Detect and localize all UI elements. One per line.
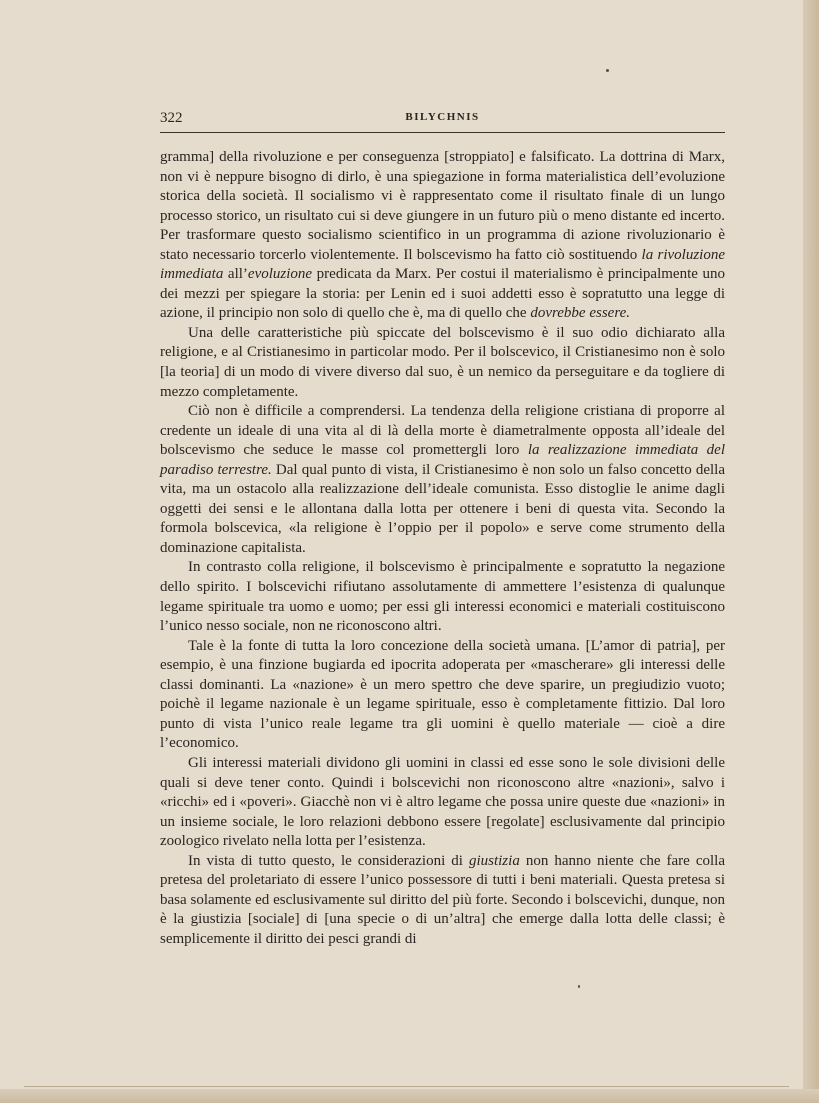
- header-rule: [160, 132, 725, 133]
- page-edge-bottom: [0, 1089, 819, 1103]
- italic-phrase: la realizzazione immediata del paradiso terrestre.: [160, 442, 725, 478]
- article-body: [160, 148, 725, 949]
- paragraph: gramma] della rivoluzione e per conseguenza [stroppiato] e falsificato. La dottrina di Marx, non vi è neppure bisogno di dirlo, è una spiegazione in forma materialistica dell’evoluzione storica della società. Il socialismo vi è rappresentato come il risultato finale di un lungo processo storico, un risultato cui si deve giungere in un futuro più o meno distante ed incerto. Per trasformare questo socialismo scientifico in un programma di azione rivoluzionario è stato necessario torcerlo violentemente. Il bolscevismo ha fatto ciò sostituendo la rivoluzione immediata all’evoluzione predicata da Marx. Per costui il materialismo è principalmente uno dei mezzi per spiegare la storia: per Lenin ed i suoi addetti esso è sopratutto una legge di azione, il principio non solo di quello che è, ma di quello che dovrebbe essere.: [160, 149, 725, 322]
- paper-speck: [578, 985, 580, 988]
- paragraph: Tale è la fonte di tutta la loro concezione della società umana. [L’amor di patria], per esempio, è una finzione bugiarda ed ipocrita adoperata per «mascherare» gli interessi delle classi dominanti. La «nazione» è un mero spettro che deve sparire, un pregiudizio vuoto; poichè il legame nazionale è un legame spirituale, esso è completamente fittizio. Dal loro punto di vista l’unico reale legame tra gli uomini è quello materiale — cioè a dire l’economico.: [160, 637, 725, 752]
- paragraph: Ciò non è difficile a comprendersi. La tendenza della religione cristiana di proporre al credente un ideale di una vita al di là della morte è diametralmente opposta all’ideale del bolscevismo che seduce le masse col promettergli loro la realizzazione immediata del paradiso terrestre. Dal qual punto di vista, il Cristianesimo è non solo un falso concetto della vita, ma un ostacolo alla realizzazione dell’ideale comunista. Esso distoglie le anime dagli oggetti dei sensi e le allontana dalla lotta per ottenere i beni di questa vita. Secondo la formola bolscevica, «la religione è l’oppio per il popolo» e serve come strumento della dominazione capitalista.: [160, 403, 726, 556]
- journal-title: BILYCHNIS: [405, 111, 480, 123]
- paragraph: Una delle caratteristiche più spiccate del bolscevismo è il suo odio dichiarato alla religione, e al Cristianesimo in particolar modo. Per il bolscevico, il Cristianesimo non è solo [la teoria] di un modo di vivere diverso dal suo, è un nemico da perseguitare e da togliere di mezzo completamente.: [160, 324, 725, 400]
- page-number: 322: [160, 110, 183, 126]
- bottom-border-line: [24, 1086, 789, 1087]
- italic-phrase: la rivoluzione immediata: [160, 246, 725, 283]
- paragraph: In contrasto colla religione, il bolscevismo è principalmente e sopratutto la negazione dello spirito. I bolscevichi rifiutano assolutamente di ammettere l’esistenza di qualunque legame spirituale tra uomo e uomo; per essi gli interessi economici e materiali costituiscono l’unico nesso sociale, non ne riconoscono altri.: [160, 559, 725, 635]
- paragraph: Gli interessi materiali dividono gli uomini in classi ed esse sono le sole divisioni delle quali si deve tener conto. Quindi i bolscevichi non riconoscono altre «nazioni», salvo i «ricchi» ed i «poveri». Giacchè non vi è altro legame che possa unire queste due «nazioni» in un insieme sociale, le loro relazioni debbono essere [regolate] esclusivamente dal principio zoologico rivelato nella lotta per l’esistenza.: [160, 754, 725, 850]
- running-header: [160, 110, 725, 132]
- italic-phrase: dovrebbe essere.: [530, 305, 631, 322]
- italic-phrase: giustizia: [468, 852, 520, 869]
- italic-phrase: evoluzione: [247, 266, 313, 283]
- paper-speck: [606, 69, 609, 72]
- page-edge-right: [803, 0, 819, 1103]
- paragraph: In vista di tutto questo, le considerazioni di giustizia non hanno niente che fare colla pretesa del proletariato di essere l’unico possessore di tutti i beni materiali. Questa pretesa si basa solamente ed esclusivamente sul diritto del più forte. Secondo i bolscevichi, dunque, non è la giustizia [sociale] di [una specie o di un’altra] che emerge dalla lotta delle classi; è semplicemente il diritto dei pesci grandi di: [160, 852, 725, 947]
